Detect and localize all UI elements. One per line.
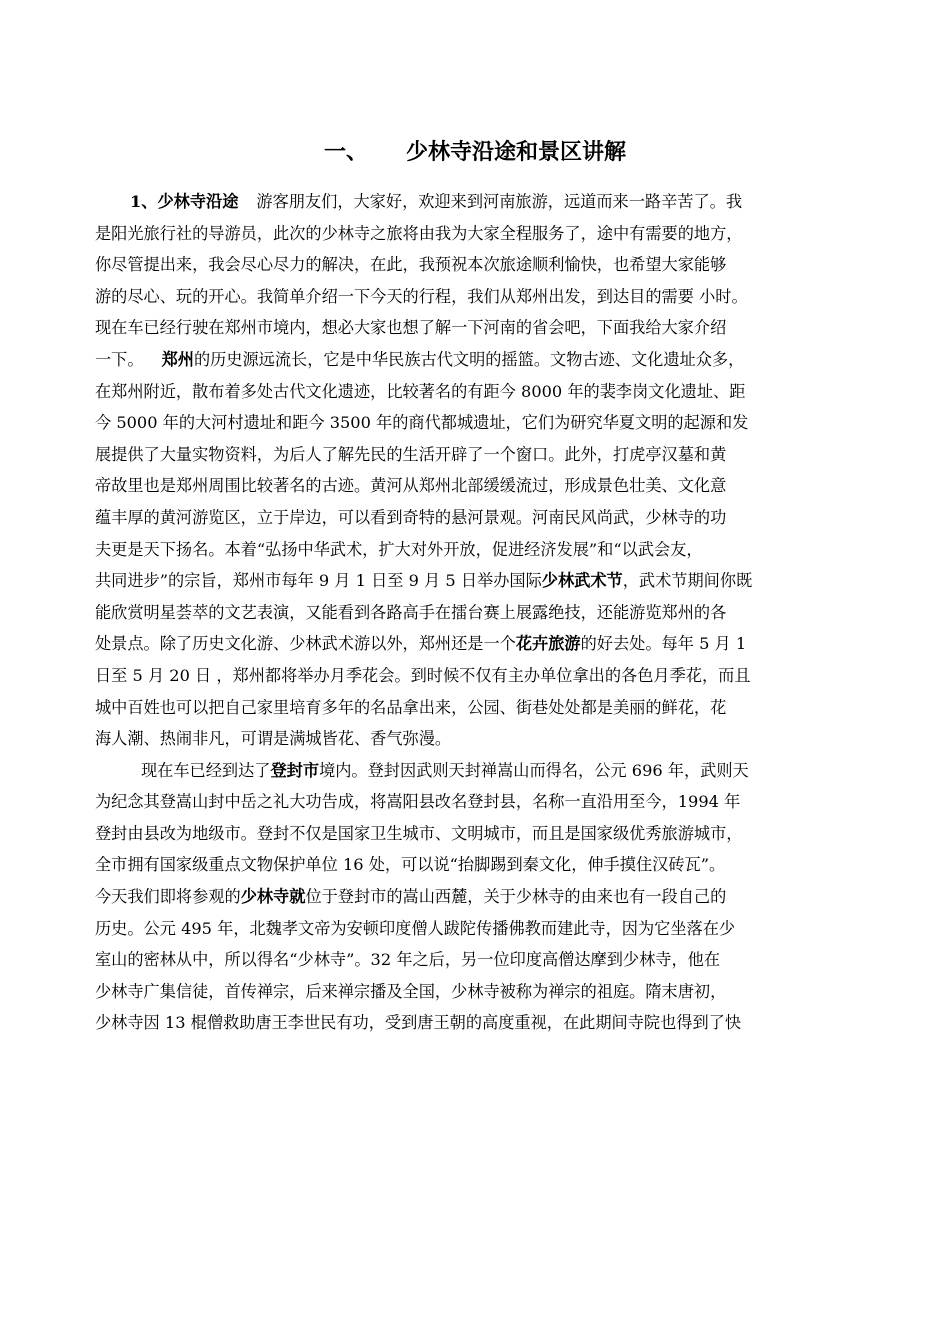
paragraph-line [95, 755, 875, 787]
section-heading: 1、少林寺沿途 [130, 192, 239, 211]
text-run: 共同进步”的宗旨，郑州市每年 9 月 1 日至 9 月 5 日举办国际 [95, 571, 542, 591]
text-run: 位于登封市的嵩山西麓，关于少林寺的由来也有一段自己的 [305, 887, 727, 907]
paragraph-line [95, 628, 875, 660]
paragraph-line: 城中百姓也可以把自己家里培育多年的名品拿出来，公园、街巷处处都是美丽的鲜花，花 [95, 697, 727, 717]
document-body [95, 186, 875, 1039]
text-run: 现在车已经到达了 [141, 760, 271, 780]
paragraph-line: 夫更是天下扬名。本着“弘扬中华武术，扩大对外开放，促进经济发展”和“以武会友， [95, 539, 703, 559]
text-run: 处景点。除了历史文化游、少林武术游以外，郑州还是一个 [95, 634, 516, 654]
paragraph-line: 你尽管提出来，我会尽心尽力的解决，在此，我预祝本次旅途顺利愉快，也希望大家能够 [95, 255, 727, 275]
paragraph-line: 蕴丰厚的黄河游览区，立于岸边，可以看到奇特的悬河景观。河南民风尚武，少林寺的功 [95, 507, 727, 527]
paragraph-line [95, 344, 875, 376]
paragraph-line: 今 5000 年的大河村遗址和距今 3500 年的商代都城遗址，它们为研究华夏文明的起源和发 [95, 413, 749, 433]
paragraph-line: 在郑州附近，散布着多处古代文化遗迹，比较著名的有距今 8000 年的裴李岗文化遗址、距 [95, 381, 746, 401]
text-run: 游客朋友们，大家好，欢迎来到河南旅游，远道而来一路辛苦了。我 [256, 192, 743, 211]
text-run: 今天我们即将参观的 [95, 887, 241, 907]
title-text: 少林寺沿途和景区讲解 [406, 139, 627, 165]
paragraph-line: 少林寺广集信徒，首传禅宗，后来禅宗播及全国，少林寺被称为禅宗的祖庭。隋末唐初， [95, 981, 727, 1001]
paragraph-line: 游的尽心、玩的开心。我简单介绍一下今天的行程，我们从郑州出发，到达目的需要 小时。 [95, 286, 748, 306]
paragraph-line [95, 565, 875, 597]
paragraph-line: 日至 5 月 20 日 ，郑州都将举办月季花会。到时候不仅有主办单位拿出的各色月季花，而且 [95, 665, 751, 685]
highlight-zhengzhou: 郑州 [161, 349, 194, 369]
text-run: 一下。 [95, 349, 144, 369]
text-run: 的历史源远流长，它是中华民族古代文明的摇篮。文物古迹、文化遗址众多， [193, 349, 745, 369]
paragraph-line: 海人潮、热闹非凡，可谓是满城皆花、香气弥漫。 [95, 729, 452, 749]
highlight-martial-arts-festival: 少林武术节 [541, 571, 623, 591]
paragraph-line: 全市拥有国家级重点文物保护单位 16 处，可以说“抬脚踢到秦文化，伸手摸住汉砖瓦”。 [95, 855, 726, 875]
title-number: 一、 [323, 139, 368, 165]
paragraph-line: 帝故里也是郑州周围比较著名的古迹。黄河从郑州北部缓缓流过，形成景色壮美、文化意 [95, 476, 727, 496]
paragraph-line: 现在车已经行驶在郑州市境内，想必大家也想了解一下河南的省会吧，下面我给大家介绍 [95, 318, 727, 338]
text-run: 境内。登封因武则天封禅嵩山而得名，公元 696 年，武则天 [319, 760, 749, 780]
paragraph-line: 为纪念其登嵩山封中岳之礼大功告成，将嵩阳县改名登封县，名称一直沿用至今，1994 年 [95, 792, 741, 812]
paragraph-line: 能欣赏明星荟萃的文艺表演，又能看到各路高手在擂台赛上展露绝技，还能游览郑州的各 [95, 602, 727, 622]
highlight-shaolin-temple: 少林寺就 [240, 887, 306, 907]
paragraph-line: 是阳光旅行社的导游员，此次的少林寺之旅将由我为大家全程服务了，途中有需要的地方， [95, 223, 743, 243]
paragraph-line [95, 881, 875, 913]
paragraph-line: 展提供了大量实物资料，为后人了解先民的生活开辟了一个窗口。此外，打虎亭汉墓和黄 [95, 444, 727, 464]
highlight-flower-tourism: 花卉旅游 [515, 634, 581, 654]
text-run: 的好去处。每年 5 月 1 [580, 634, 747, 654]
page-title [0, 134, 950, 170]
paragraph-line [95, 186, 875, 218]
paragraph-line: 室山的密林从中，所以得名“少林寺”。32 年之后，另一位印度高僧达摩到少林寺，他在 [95, 950, 721, 970]
paragraph-line: 登封由县改为地级市。登封不仅是国家卫生城市、文明城市，而且是国家级优秀旅游城市， [95, 823, 743, 843]
paragraph-line: 历史。公元 495 年，北魏孝文帝为安顿印度僧人跋陀传播佛教而建此寺，因为它坐落在少 [95, 918, 736, 938]
paragraph-line: 少林寺因 13 棍僧救助唐王李世民有功，受到唐王朝的高度重视，在此期间寺院也得到了快 [95, 1013, 742, 1033]
text-run: ，武术节期间你既 [622, 571, 753, 591]
highlight-dengfeng: 登封市 [270, 760, 320, 780]
